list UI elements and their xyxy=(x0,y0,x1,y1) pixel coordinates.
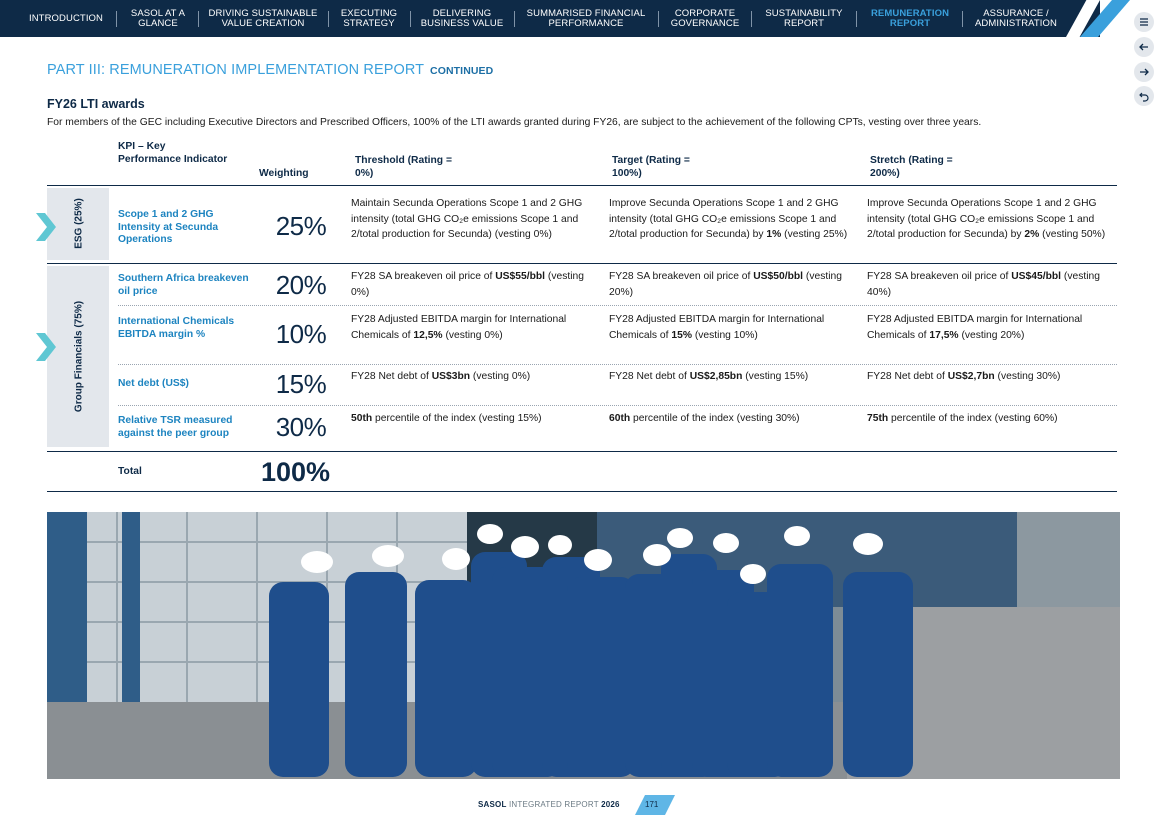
table-header-rule xyxy=(47,185,1117,186)
nav-divider xyxy=(410,11,411,27)
footer-report-name: INTEGRATED REPORT xyxy=(509,800,599,809)
nav-item-introduction[interactable]: INTRODUCTION xyxy=(28,12,104,24)
nav-item-sustainability-report[interactable]: SUSTAINABILITY REPORT xyxy=(765,7,843,29)
stretch-cell: 75th percentile of the index (vesting 60%) xyxy=(867,413,1058,424)
stretch-cell: Improve Secunda Operations Scope 1 and 2 GHG intensity (total GHG CO₂e emissions Scope 1 and 2/total production for Secunda) by 2% (vesting 50%) xyxy=(867,198,1106,240)
top-navigation xyxy=(0,0,1100,37)
target-cell: 60th percentile of the index (vesting 30%) xyxy=(609,413,800,424)
nav-divider xyxy=(962,11,963,27)
nav-item-sasol-at-a-glance[interactable]: SASOL AT A GLANCE xyxy=(130,7,186,29)
nav-item-corporate-governance[interactable]: CORPORATE GOVERNANCE xyxy=(670,7,740,29)
weighting-value: 25% xyxy=(275,211,327,241)
section-continued-label: CONTINUED xyxy=(430,65,494,77)
weighting-value: 30% xyxy=(275,412,327,442)
total-label: Total xyxy=(118,466,142,477)
threshold-cell: FY28 Net debt of US$3bn (vesting 0%) xyxy=(351,371,531,382)
intro-text: For members of the GEC including Executive Directors and Prescribed Officers, 100% of the LTI awards granted during FY26, are subject to the achievement of the following CPTs, vesting over three years. xyxy=(47,117,982,128)
team-photo xyxy=(47,512,1120,779)
menu-icon[interactable] xyxy=(1134,12,1154,32)
return-icon[interactable] xyxy=(1134,86,1154,106)
header-stretch: Stretch (Rating = 200%) xyxy=(870,155,953,179)
arrow-left-icon[interactable] xyxy=(1134,37,1154,57)
threshold-cell: FY28 SA breakeven oil price of US$55/bbl (vesting 0%) xyxy=(351,271,584,298)
threshold-cell: Maintain Secunda Operations Scope 1 and 2 GHG intensity (total GHG CO₂e emissions Scope 1 and 2/total production for Secunda) (vesting 0%) xyxy=(351,198,583,240)
weighting-value: 10% xyxy=(275,319,327,349)
header-threshold: Threshold (Rating = 0%) xyxy=(355,155,452,179)
kpi-label: Scope 1 and 2 GHG Intensity at Secunda Operations xyxy=(118,209,219,245)
nav-divider xyxy=(198,11,199,27)
total-value: 100% xyxy=(261,457,331,487)
weighting-value: 20% xyxy=(275,270,327,300)
weighting-value: 15% xyxy=(275,369,327,399)
stretch-cell: FY28 Net debt of US$2,7bn (vesting 30%) xyxy=(867,371,1061,382)
nav-item-summarised-financial-performance[interactable]: SUMMARISED FINANCIAL PERFORMANCE xyxy=(526,7,646,29)
nav-divider xyxy=(514,11,515,27)
total-rule-top xyxy=(47,451,1117,452)
nav-item-executing-strategy[interactable]: EXECUTING STRATEGY xyxy=(340,7,398,29)
header-kpi: KPI – Key Performance Indicator xyxy=(118,141,228,165)
section-title xyxy=(47,62,493,78)
target-cell: FY28 SA breakeven oil price of US$50/bbl (vesting 20%) xyxy=(609,271,842,298)
nav-item-remuneration-report[interactable]: REMUNERATION REPORT xyxy=(870,7,950,29)
nav-divider xyxy=(328,11,329,27)
group-divider xyxy=(47,263,1117,264)
page-number: 171 xyxy=(645,800,659,809)
threshold-cell: 50th percentile of the index (vesting 15%) xyxy=(351,413,542,424)
header-weighting: Weighting xyxy=(259,168,309,179)
nav-divider xyxy=(751,11,752,27)
nav-divider xyxy=(856,11,857,27)
target-cell: Improve Secunda Operations Scope 1 and 2 GHG intensity (total GHG CO₂e emissions Scope 1 and 2/total production for Secunda) by 1% (vesting 25%) xyxy=(609,198,848,240)
header-target: Target (Rating = 100%) xyxy=(612,155,690,179)
section-title-text: PART III: REMUNERATION IMPLEMENTATION REPORT xyxy=(47,62,424,78)
kpi-label: Net debt (US$) xyxy=(118,378,189,389)
target-cell: FY28 Net debt of US$2,85bn (vesting 15%) xyxy=(609,371,809,382)
nav-item-assurance-administration[interactable]: ASSURANCE / ADMINISTRATION xyxy=(975,7,1057,29)
footer-brand: SASOL xyxy=(478,800,507,809)
threshold-cell: FY28 Adjusted EBITDA margin for International Chemicals of 12,5% (vesting 0%) xyxy=(351,314,567,341)
kpi-label: Relative TSR measured against the peer group xyxy=(118,415,233,439)
group-label-financials: Group Financials (75%) xyxy=(73,300,85,413)
row-divider xyxy=(118,305,1117,306)
stretch-cell: FY28 Adjusted EBITDA margin for International Chemicals of 17,5% (vesting 20%) xyxy=(867,314,1083,341)
nav-item-driving-sustainable-value-creation[interactable]: DRIVING SUSTAINABLE VALUE CREATION xyxy=(208,7,318,29)
stretch-cell: FY28 SA breakeven oil price of US$45/bbl (vesting 40%) xyxy=(867,271,1100,298)
kpi-label: International Chemicals EBITDA margin % xyxy=(118,316,235,340)
group-label-esg: ESG (25%) xyxy=(73,198,85,249)
total-rule-bottom xyxy=(47,491,1117,492)
footer-year: 2026 xyxy=(601,800,620,809)
arrow-right-icon[interactable] xyxy=(1134,62,1154,82)
nav-item-delivering-business-value[interactable]: DELIVERING BUSINESS VALUE xyxy=(420,7,504,29)
footer-text xyxy=(478,800,620,809)
row-divider xyxy=(118,405,1117,406)
kpi-label: Southern Africa breakeven oil price xyxy=(118,273,249,297)
nav-divider xyxy=(658,11,659,27)
nav-divider xyxy=(116,11,117,27)
target-cell: FY28 Adjusted EBITDA margin for International Chemicals of 15% (vesting 10%) xyxy=(609,314,825,341)
row-divider xyxy=(118,364,1117,365)
subsection-title: FY26 LTI awards xyxy=(47,97,145,111)
